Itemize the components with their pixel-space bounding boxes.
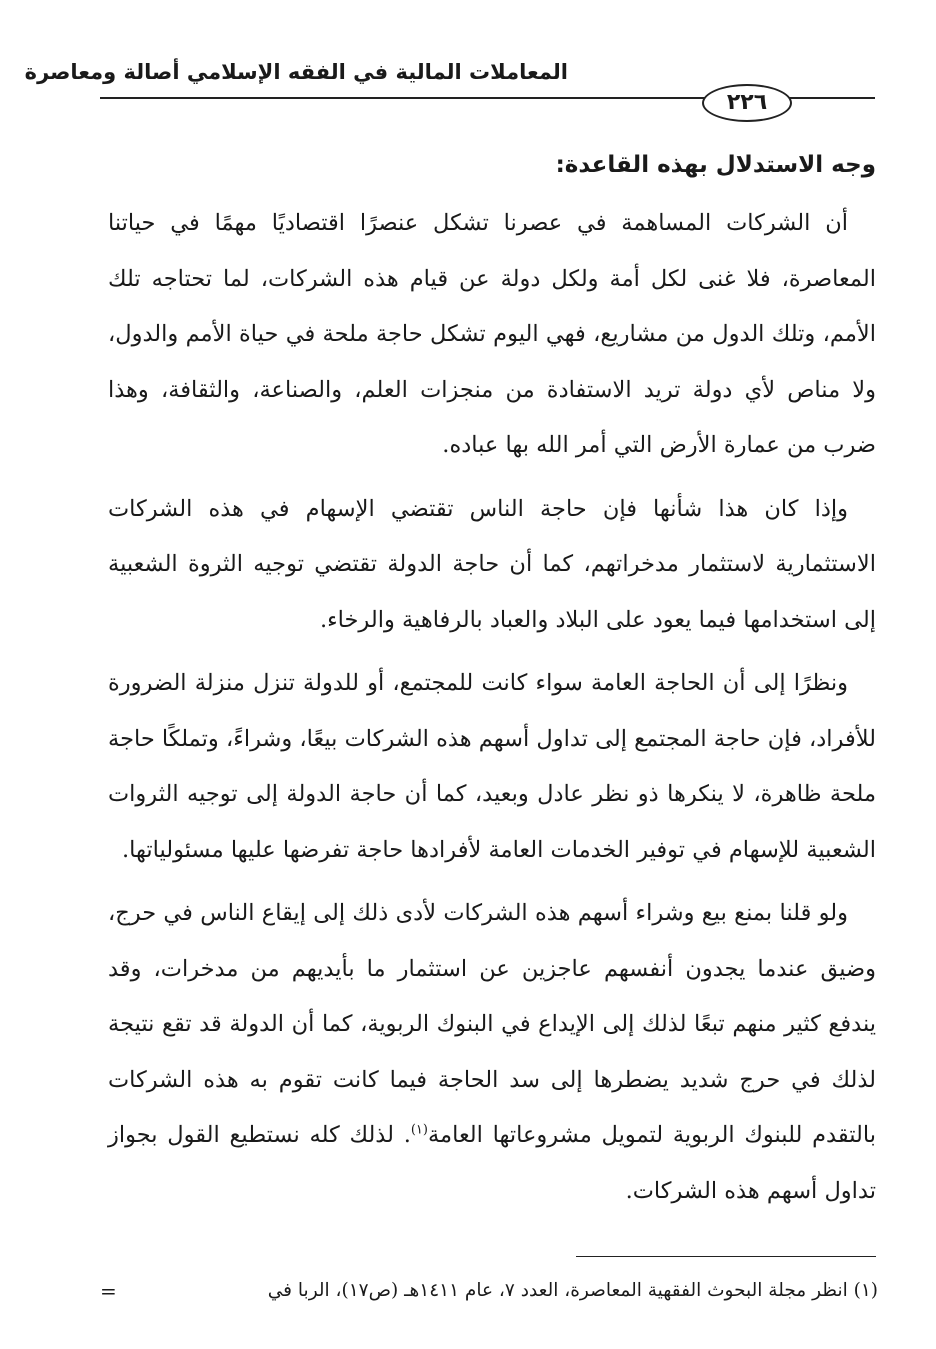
footnote-separator (576, 1256, 876, 1257)
running-header-title: المعاملات المالية في الفقه الإسلامي أصالة ومعاصرة (24, 60, 568, 84)
footnote-text: (١) انظر مجلة البحوث الفقهية المعاصرة، العدد ٧، عام ١٤١١هـ (ص١٧)، الربا في (267, 1280, 878, 1301)
section-heading: وجه الاستدلال بهذه القاعدة: (555, 152, 876, 178)
page-number: ٢٢٦ (702, 84, 792, 122)
paragraph-4 (108, 886, 876, 1219)
main-text (108, 140, 876, 1227)
paragraph-1: أن الشركات المساهمة في عصرنا تشكل عنصرًا اقتصاديًا مهمًا في حياتنا المعاصرة، فلا غنى لكل أمة ولكل دولة عن قيام هذه الشركات، لما تحتاجه تلك الأمم، وتلك الدول من مشاريع، فهي اليوم تشكل حاجة ملحة في حياة الأمم والدول، ولا مناص لأي دولة تريد الاستفادة من منجزات العلم، والصناعة، والثقافة، وهذا ضرب من عمارة الأرض التي أمر الله بها عباده. (108, 210, 876, 458)
paragraph-2: وإذا كان هذا شأنها فإن حاجة الناس تقتضي الإسهام في هذه الشركات الاستثمارية لاستثمار مدخراتهم، كما أن حاجة الدولة تقتضي توجيه الثروة الشعبية إلى استخدامها فيما يعود على البلاد والعباد بالرفاهية والرخاء. (108, 495, 876, 633)
footnote-reference: (١) (410, 1122, 428, 1138)
paragraph-3: ونظرًا إلى أن الحاجة العامة سواء كانت للمجتمع، أو للدولة تنزل منزلة الضرورة للأفراد، فإن حاجة المجتمع إلى تداول أسهم هذه الشركات بيعًا، وشراءً، وتملكًا حاجة ملحة ظاهرة، لا ينكرها ذو نظر عادل وبعيد، كما أن حاجة الدولة إلى توجيه الثروات الشعبية للإسهام في توفير الخدمات العامة لأفرادها حاجة تفرضها عليها مسئولياتها. (108, 670, 876, 863)
paragraph-4-text: ولو قلنا بمنع بيع وشراء أسهم هذه الشركات لأدى ذلك إلى إيقاع الناس في حرج، وضيق عندما يجدون أنفسهم عاجزين عن استثمار ما بأيديهم من مدخرات، وقد يندفع كثير منهم تبعًا لذلك إلى الإيداع في البنوك الربوية، كما أن الدولة قد تقع نتيجة لذلك في حرج شديد يضطرها إلى سد الحاجة فيما كانت تقوم به هذه الشركات بالتقدم للبنوك الربوية لتمويل مشروعاتها العامة (108, 900, 876, 1148)
paragraph-4-ending: . لذلك كله نستطيع القول بجواز تداول أسهم هذه الشركات. (108, 1122, 876, 1204)
footnote-continuation-mark: = (100, 1279, 117, 1303)
